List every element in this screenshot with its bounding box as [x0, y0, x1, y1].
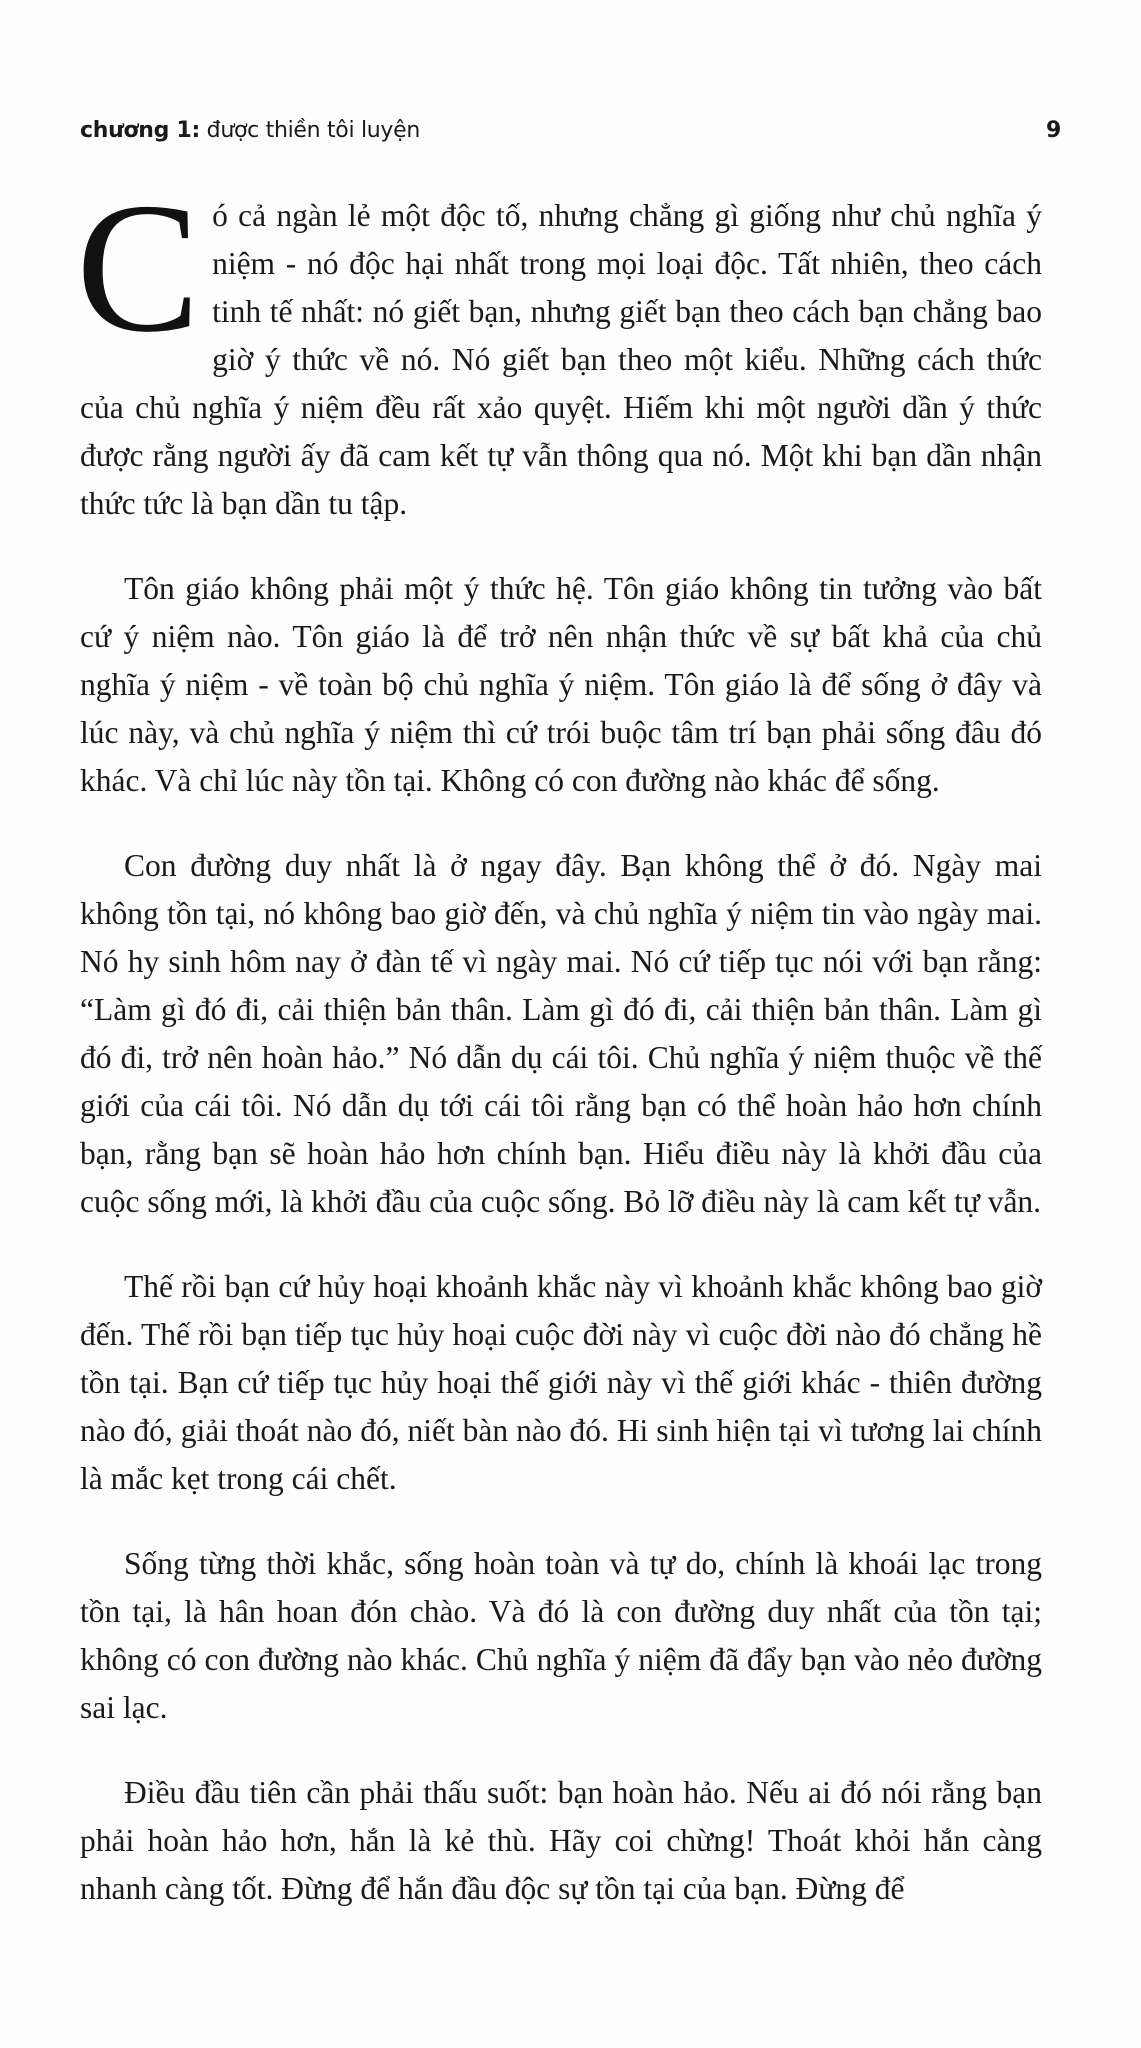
paragraph: Tôn giáo không phải một ý thức hệ. Tôn giáo không tin tưởng vào bất cứ ý niệm nào. Tôn giáo là để trở nên nhận thức về sự bất khả của chủ nghĩa ý niệm - về toàn bộ chủ nghĩa ý niệm. Tôn giáo là để sống ở đây và lúc này, và chủ nghĩa ý niệm thì cứ trói buộc tâm trí bạn phải sống đâu đó khác. Và chỉ lúc này tồn tại. Không có con đường nào khác để sống.	[80, 571, 1042, 798]
chapter-heading	[80, 118, 420, 143]
paragraph	[76, 165, 1042, 528]
running-header	[80, 118, 1061, 158]
chapter-prefix: chương 1:	[80, 118, 200, 143]
drop-cap: C	[76, 165, 201, 371]
page-number: 9	[1045, 118, 1061, 143]
paragraph: Con đường duy nhất là ở ngay đây. Bạn không thể ở đó. Ngày mai không tồn tại, nó không bao giờ đến, và chủ nghĩa ý niệm tin vào ngày mai. Nó hy sinh hôm nay ở đàn tế vì ngày mai. Nó cứ tiếp tục nói với bạn rằng: “Làm gì đó đi, cải thiện bản thân. Làm gì đó đi, cải thiện bản thân. Làm gì đó đi, trở nên hoàn hảo.” Nó dẫn dụ cái tôi. Chủ nghĩa ý niệm thuộc về thế giới của cái tôi. Nó dẫn dụ tới cái tôi rằng bạn có thể hoàn hảo hơn chính bạn, rằng bạn sẽ hoàn hảo hơn chính bạn. Hiểu điều này là khởi đầu của cuộc sống mới, là khởi đầu của cuộc sống. Bỏ lỡ điều này là cam kết tự vẫn.	[80, 848, 1042, 1219]
paragraph-text: ó cả ngàn lẻ một độc tố, nhưng chẳng gì giống như chủ nghĩa ý niệm - nó độc hại nhất trong mọi loại độc. Tất nhiên, theo cách tinh tế nhất: nó giết bạn, nhưng giết bạn theo cách bạn chẳng bao giờ ý thức về nó. Nó giết bạn theo một kiểu. Những cách thức của chủ nghĩa ý niệm đều rất xảo quyệt. Hiếm khi một người dần ý thức được rằng người ấy đã cam kết tự vẫn thông qua nó. Một khi bạn dần nhận thức tức là bạn dần tu tập.	[80, 198, 1042, 521]
paragraph: Sống từng thời khắc, sống hoàn toàn và tự do, chính là khoái lạc trong tồn tại, là hân hoan đón chào. Và đó là con đường duy nhất của tồn tại; không có con đường nào khác. Chủ nghĩa ý niệm đã đẩy bạn vào nẻo đường sai lạc.	[80, 1546, 1042, 1725]
body-text	[76, 165, 1042, 1950]
paragraph: Thế rồi bạn cứ hủy hoại khoảnh khắc này vì khoảnh khắc không bao giờ đến. Thế rồi bạn tiếp tục hủy hoại cuộc đời này vì cuộc đời nào đó chẳng hề tồn tại. Bạn cứ tiếp tục hủy hoại thế giới này vì thế giới khác - thiên đường nào đó, giải thoát nào đó, niết bàn nào đó. Hi sinh hiện tại vì tương lai chính là mắc kẹt trong cái chết.	[80, 1269, 1042, 1496]
chapter-title: được thiền tôi luyện	[206, 118, 421, 143]
paragraph: Điều đầu tiên cần phải thấu suốt: bạn hoàn hảo. Nếu ai đó nói rằng bạn phải hoàn hảo hơn, hắn là kẻ thù. Hãy coi chừng! Thoát khỏi hắn càng nhanh càng tốt. Đừng để hắn đầu độc sự tồn tại của bạn. Đừng để	[80, 1775, 1042, 1906]
